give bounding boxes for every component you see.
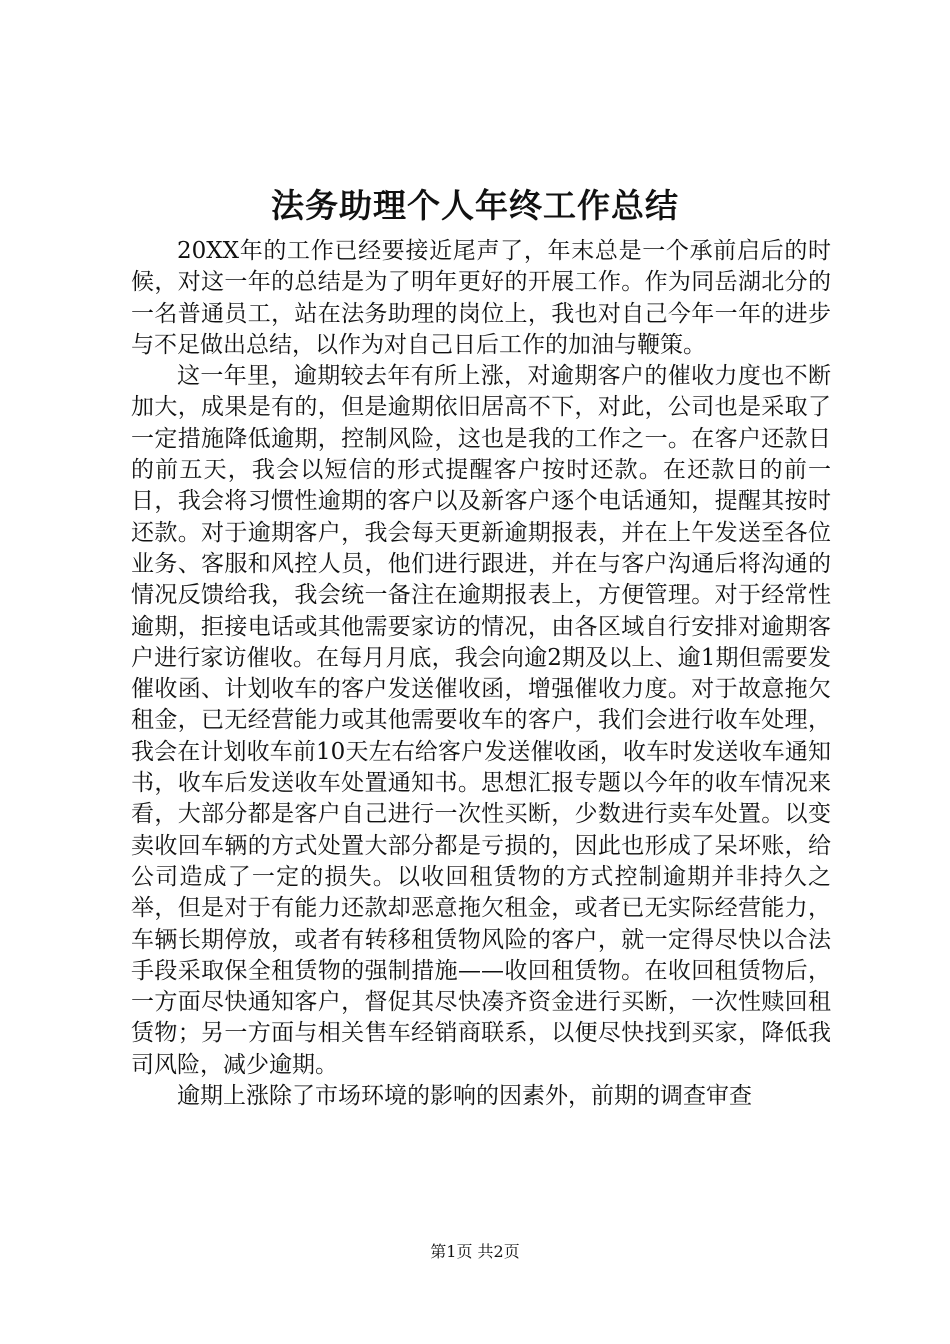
document-title: 法务助理个人年终工作总结 [271,186,679,225]
paragraph: 20XX年的工作已经要接近尾声了，年末总是一个承前启后的时候，对这一年的总结是为了明年更好的开展工作。作为同岳湖北分的一名普通员工，站在法务助理的岗位上，我也对自己今年一年的进步与不足做出总结，以作为对自己日后工作的加油与鞭策。 [131,238,831,358]
paragraph: 这一年里，逾期较去年有所上涨，对逾期客户的催收力度也不断加大，成果是有的，但是逾期依旧居高不下，对此，公司也是采取了一定措施降低逾期，控制风险，这也是我的工作之一。在客户还款日的前五天，我会以短信的形式提醒客户按时还款。在还款日的前一日，我会将习惯性逾期的客户以及新客户逐个电话通知，提醒其按时还款。对于逾期客户，我会每天更新逾期报表，并在上午发送至各位业务、客服和风控人员，他们进行跟进，并在与客户沟通后将沟通的情况反馈给我，我会统一备注在逾期报表上，方便管理。对于经常性逾期，拒接电话或其他需要家访的情况，由各区域自行安排对逾期客户进行家访催收。在每月月底，我会向逾2期及以上、逾1期但需要发催收函、计划收车的客户发送催收函，增强催收力度。对于故意拖欠租金，已无经营能力或其他需要收车的客户，我们会进行收车处理，我会在计划收车前10天左右给客户发送催收函，收车时发送收车通知书，收车后发送收车处置通知书。思想汇报专题以今年的收车情况来看，大部分都是客户自己进行一次性买断，少数进行卖车处置。以变卖收回车辆的方式处置大部分都是亏损的，因此也形成了呆坏账，给公司造成了一定的损失。以收回租赁物的方式控制逾期并非持久之举，但是对于有能力还款却恶意拖欠租金，或者已无实际经营能力，车辆长期停放，或者有转移租赁物风险的客户，就一定得尽快以合法手段采取保全租赁物的强制措施——收回租赁物。在收回租赁物后，一方面尽快通知客户，督促其尽快凑齐资金进行买断，一次性赎回租赁物；另一方面与相关售车经销商联系，以便尽快找到买家，降低我司风险，减少逾期。 [131,363,831,1078]
page-footer: 第1页 共2页 [430,1242,520,1261]
paragraph: 逾期上涨除了市场环境的影响的因素外，前期的调查审查 [177,1083,752,1110]
document-body [131,236,831,1112]
